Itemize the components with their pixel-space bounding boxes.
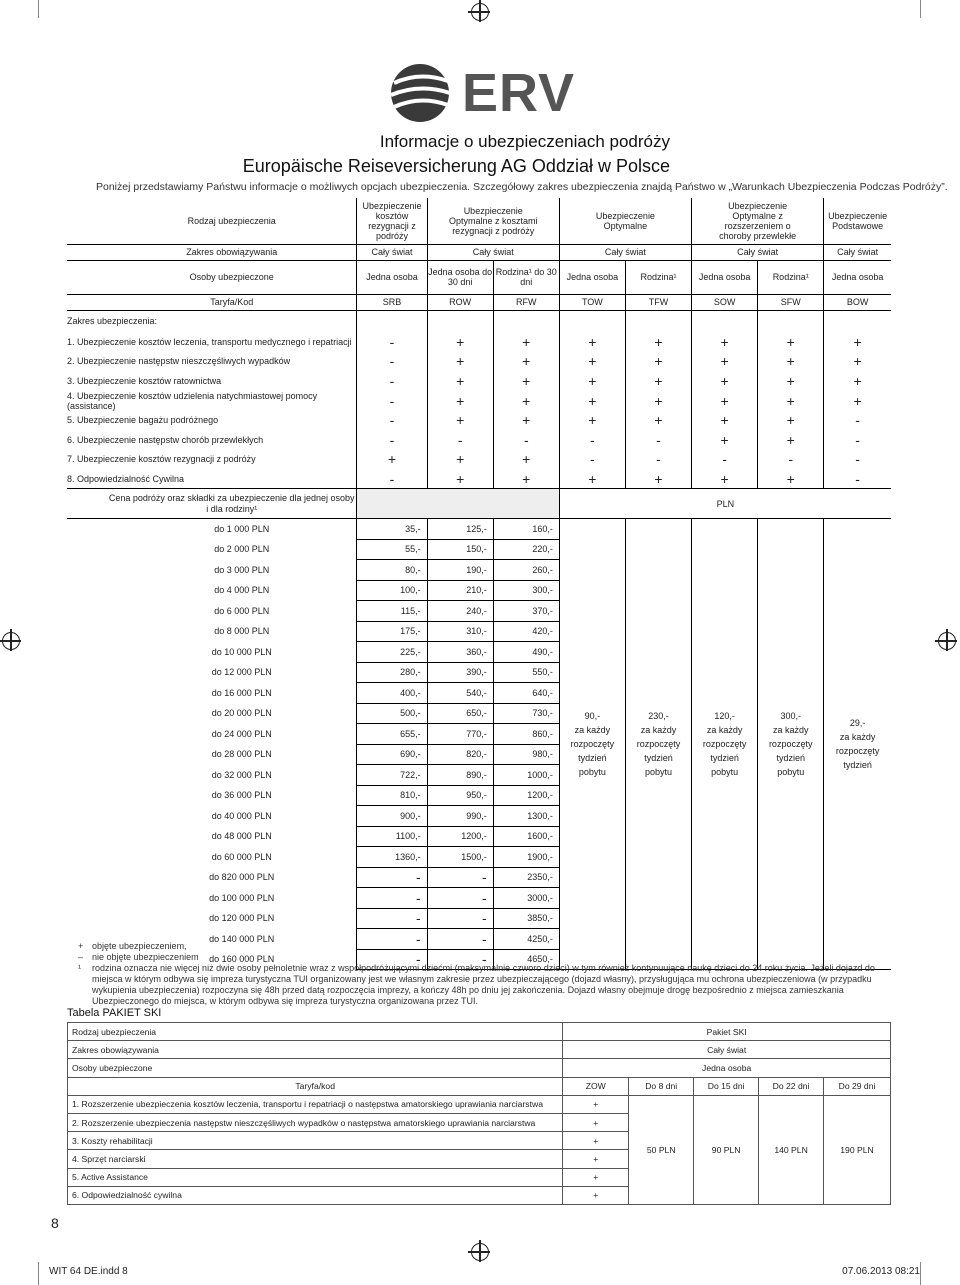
persons-value: Jedna osoba [357,260,427,294]
premium-value: 990,- [427,806,493,827]
ski-item-mark: + [563,1150,629,1168]
premium-value: 770,- [427,724,493,745]
coverage-mark: + [427,332,493,352]
premium-value: 1200,- [493,785,559,806]
premium-value: 210,- [427,580,493,601]
premium-value: 900,- [357,806,427,827]
tariff-label: Taryfa/Kod [67,294,357,310]
premium-value: 300,- [493,580,559,601]
premium-value: 820,- [427,744,493,765]
coverage-mark: - [559,450,625,470]
premium-value: 3850,- [493,908,559,929]
registration-mark-right [938,632,956,650]
coverage-mark: - [357,352,427,372]
premium-value: 650,- [427,703,493,724]
weekly-text: za każdy rozpoczęty tydzień pobytu [768,725,813,777]
premium-value: 240,- [427,601,493,622]
coverage-mark: + [692,352,758,372]
price-range-label: do 10 000 PLN [211,646,272,657]
validity-value: Cały świat [357,244,427,260]
weekly-premium [559,519,625,970]
coverage-mark: + [758,371,824,391]
coverage-mark: - [427,430,493,450]
ski-price: 50 PLN [629,1095,694,1204]
persons-value: Jedna osoba [559,260,625,294]
premium-value: - [357,867,427,888]
price-range-label: do 48 000 PLN [211,831,272,842]
premium-value: 3000,- [493,888,559,909]
ski-item-label: 3. Koszty rehabilitacji [68,1132,563,1150]
coverage-mark: + [427,371,493,391]
scope-item-label: 7. Ubezpieczenie kosztów rezygnacji z podróży [67,454,256,465]
coverage-mark: + [493,450,559,470]
ski-tariff-col: Do 8 dni [629,1077,694,1095]
premium-value: 420,- [493,621,559,642]
scope-row [67,450,891,470]
validity-value: Cały świat [427,244,559,260]
coverage-mark: + [692,391,758,411]
price-range-label: do 12 000 PLN [211,667,272,678]
weekly-amount: 120,- [714,711,735,721]
coverage-table [67,198,891,970]
premium-value: - [427,908,493,929]
premium-value: 655,- [357,724,427,745]
tariff-code: ROW [427,294,493,310]
premium-value: 390,- [427,662,493,683]
coverage-mark: + [493,371,559,391]
ski-table [67,1022,891,1205]
coverage-mark: + [625,332,691,352]
price-range-label: do 24 000 PLN [211,728,272,739]
coverage-mark: + [625,469,691,489]
validity-value: Cały świat [824,244,891,260]
scope-item-label: 2. Ubezpieczenie następstw nieszczęśliwych wypadków [67,356,291,367]
coverage-mark: + [758,411,824,431]
page-subtitle: Europäische Reiseversicherung AG Oddział w Polsce [242,156,670,176]
weekly-premium [758,519,824,970]
ski-info-row [68,1023,891,1041]
ski-info-label: Osoby ubezpieczone [68,1059,563,1077]
registration-mark-top [471,3,489,21]
scope-row [67,430,891,450]
premium-value: 115,- [357,601,427,622]
scope-item-label: 8. Odpowiedzialność Cywilna [67,473,185,484]
premium-value: - [427,949,493,970]
legend [78,941,898,1007]
coverage-mark: + [692,411,758,431]
coverage-mark: + [758,391,824,411]
weekly-text: za każdy rozpoczęty tydzień pobytu [636,725,681,777]
premium-value: 370,- [493,601,559,622]
price-range-label: do 40 000 PLN [211,810,272,821]
premium-value: 730,- [493,703,559,724]
premium-value: - [357,888,427,909]
weekly-premium [625,519,691,970]
validity-label: Zakres obowiązywania [67,244,357,260]
persons-value: Rodzina¹ [625,260,691,294]
coverage-mark: - [758,450,824,470]
weekly-amount: 300,- [780,711,801,721]
persons-label: Osoby ubezpieczone [67,260,357,294]
premium-value: - [357,908,427,929]
registration-mark-bottom [471,1243,489,1261]
tariff-code: BOW [824,294,891,310]
premium-value: 490,- [493,642,559,663]
ski-item-mark: + [563,1113,629,1131]
erv-logo [386,62,575,124]
price-range-label: do 36 000 PLN [211,790,272,801]
ski-info-row [68,1059,891,1077]
scope-item-label: 3. Ubezpieczenie kosztów ratownictwa [67,375,222,386]
ski-item-row [68,1095,891,1113]
ski-tariff-col: Do 15 dni [694,1077,759,1095]
validity-value: Cały świat [692,244,824,260]
ski-info-value: Jedna osoba [563,1059,891,1077]
col-header: Ubezpieczenie Optymalne [559,198,691,244]
ski-item-mark: + [563,1132,629,1150]
coverage-mark: + [357,450,427,470]
validity-value: Cały świat [559,244,691,260]
coverage-mark: + [493,332,559,352]
price-range-label: do 16 000 PLN [211,687,272,698]
legend-text: objęte ubezpieczeniem, [92,941,187,951]
persons-value: Jedna osoba [692,260,758,294]
premium-value: 550,- [493,662,559,683]
legend-key: ¹ [78,963,81,973]
legend-key: – [78,952,84,962]
ski-price: 190 PLN [824,1095,891,1204]
ski-info-value: Cały świat [563,1041,891,1059]
tariff-code: SOW [692,294,758,310]
premium-value: 400,- [357,683,427,704]
ski-item-label: 1. Rozszerzenie ubezpieczenia kosztów leczenia, transportu i repatriacji o następstwa amatorskiego uprawiania narciarstwa [68,1095,563,1113]
page-number: 8 [51,1215,59,1231]
coverage-mark: - [357,411,427,431]
ski-info-row [68,1041,891,1059]
legend-text: nie objęte ubezpieczeniem [92,952,199,962]
coverage-mark: - [824,450,891,470]
tariff-code: TFW [625,294,691,310]
coverage-mark: + [758,469,824,489]
price-range-label: do 820 000 PLN [209,872,275,883]
premium-value: 55,- [357,539,427,560]
coverage-mark: + [625,411,691,431]
coverage-mark: + [758,430,824,450]
scope-row [67,469,891,489]
premium-value: 722,- [357,765,427,786]
scope-row [67,391,891,411]
ski-item-label: 2. Rozszerzenie ubezpieczenia następstw nieszczęśliwych wypadków o następstwa amatorskiego uprawiania narciarstwa [68,1113,563,1131]
price-range-label: do 160 000 PLN [209,954,275,965]
premium-value: 1900,- [493,847,559,868]
coverage-mark: - [824,411,891,431]
coverage-mark: + [824,352,891,372]
tariff-code: SFW [758,294,824,310]
price-range-label: do 20 000 PLN [211,708,272,719]
tariff-code: SRB [357,294,427,310]
scope-row [67,332,891,352]
tariff-code: RFW [493,294,559,310]
premium-value: 1360,- [357,847,427,868]
price-range-label: do 4 000 PLN [214,585,270,596]
premium-value: 1300,- [493,806,559,827]
premium-value: 1500,- [427,847,493,868]
crop-mark [38,0,39,18]
premium-value: 1000,- [493,765,559,786]
premium-value: 310,- [427,621,493,642]
coverage-mark: + [559,469,625,489]
crop-mark [920,1262,921,1285]
ski-price: 140 PLN [759,1095,824,1204]
premium-value: - [357,929,427,950]
coverage-mark: - [559,430,625,450]
coverage-mark: - [357,371,427,391]
ski-info-label: Rodzaj ubezpieczenia [68,1023,563,1041]
crop-mark [38,1262,39,1285]
col-header: Ubezpieczenie Podstawowe [824,198,891,244]
scope-row [67,371,891,391]
scope-label: Zakres ubezpieczenia: [67,316,158,327]
premium-value: 220,- [493,539,559,560]
coverage-mark: + [824,371,891,391]
persons-value: Rodzina¹ do 30 dni [493,260,559,294]
persons-value: Jedna osoba do 30 dni [427,260,493,294]
coverage-mark: + [559,411,625,431]
insurance-type-label: Rodzaj ubezpieczenia [67,198,357,244]
page-title: Informacje o ubezpieczeniach podróży [379,132,670,151]
ski-item-label: 5. Active Assistance [68,1168,563,1186]
price-range-label: do 60 000 PLN [211,851,272,862]
ski-price: 90 PLN [694,1095,759,1204]
coverage-mark: - [357,391,427,411]
premium-value: 2350,- [493,867,559,888]
price-range-label: do 32 000 PLN [211,769,272,780]
price-range-label: do 6 000 PLN [214,605,270,616]
ski-item-label: 6. Odpowiedzialność cywilna [68,1186,563,1204]
coverage-mark: + [758,332,824,352]
price-range-label: do 140 000 PLN [209,933,275,944]
coverage-mark: + [559,391,625,411]
price-range-label: do 2 000 PLN [214,544,270,555]
coverage-mark: + [493,411,559,431]
col-header: Ubezpieczenie Optymalne z kosztami rezygnacji z podróży [427,198,559,244]
premium-value: 35,- [357,519,427,540]
coverage-mark: + [427,391,493,411]
premium-value: - [427,929,493,950]
col-header: Ubezpieczenie Optymalne z rozszerzeniem o choroby przewlekłe [692,198,824,244]
coverage-mark: + [824,391,891,411]
coverage-mark: - [625,430,691,450]
ski-table-title: Tabela PAKIET SKI [67,1007,162,1019]
coverage-mark: + [427,450,493,470]
weekly-premium [824,519,891,970]
coverage-mark: + [427,469,493,489]
ski-info-value: Pakiet SKI [563,1023,891,1041]
coverage-mark: + [493,352,559,372]
premium-value: 690,- [357,744,427,765]
premium-value: - [357,949,427,970]
coverage-mark: + [692,430,758,450]
premium-value: 125,- [427,519,493,540]
ski-info-label: Zakres obowiązywania [68,1041,563,1059]
premium-value: 280,- [357,662,427,683]
weekly-amount: 29,- [849,718,866,728]
premium-value: 4650,- [493,949,559,970]
erv-logo-text: ERV [462,63,576,123]
coverage-mark: + [758,352,824,372]
premium-value: 80,- [357,560,427,581]
col-header: Ubezpieczenie kosztów rezygnacji z podróży [357,198,427,244]
coverage-mark: + [559,332,625,352]
ski-tariff-label: Taryfa/kod [68,1077,563,1095]
scope-item-label: 6. Ubezpieczenie następstw chorób przewlekłych [67,434,264,445]
weekly-amount: 90,- [584,711,601,721]
tariff-code: TOW [559,294,625,310]
persons-value: Jedna osoba [824,260,891,294]
coverage-mark: - [824,469,891,489]
ski-item-mark: + [563,1168,629,1186]
coverage-mark: - [357,430,427,450]
coverage-mark: - [357,469,427,489]
coverage-mark: + [559,352,625,372]
coverage-mark: + [427,411,493,431]
scope-item-label: 4. Ubezpieczenie kosztów udzielenia natychmiastowej pomocy (assistance) [67,390,318,411]
premium-value: - [427,888,493,909]
premium-value: - [427,867,493,888]
weekly-text: za każdy rozpoczęty tydzień pobytu [570,725,615,777]
price-range-label: do 120 000 PLN [209,913,275,924]
premium-value: 540,- [427,683,493,704]
ski-tariff-col: Do 29 dni [824,1077,891,1095]
erv-globe-icon [386,63,454,123]
weekly-amount: 230,- [648,711,669,721]
slug-right: 07.06.2013 08:21 [842,1266,920,1277]
price-range-label: do 100 000 PLN [209,892,275,903]
crop-mark [920,0,921,18]
premium-value: 860,- [493,724,559,745]
coverage-mark: + [692,469,758,489]
legend-text: rodzina oznacza nie więcej niż dwie osoby pełnoletnie wraz z współpodróżującymi dziećmi (maksymalnie czworo dzieci) w tym również kontynuujące naukę dzieci do 24 roku życia. Jeżeli dojazd do miejsca w którym odbywa się impreza turystyczna TUI organizowany jest we własnym zakresie przez ubezpieczającego (dojazd własny), przysługująca mu ochrona ubezpieczeniowa (w przypadku wykupienia ubezpieczenia) rozpoczyna się 48h przed datą rozpoczęcia imprezy, a kończy 48h po dniu jej zakończenia. Dojazd własny obejmuje drogę bezpośrednio z miejsca zamieszkania Ubezpieczonego do miejsca, w którym odbywa się impreza turystyczna organizowana przez TUI. [92,963,875,1006]
premium-value: 890,- [427,765,493,786]
ski-tariff-col: ZOW [563,1077,629,1095]
premium-value: 160,- [493,519,559,540]
coverage-mark: + [692,371,758,391]
coverage-mark: + [427,352,493,372]
coverage-mark: + [559,371,625,391]
coverage-mark: + [625,391,691,411]
premium-value: 1600,- [493,826,559,847]
premium-value: 810,- [357,785,427,806]
price-range-label: do 28 000 PLN [211,749,272,760]
currency-label: PLN [559,489,891,519]
premium-value: 175,- [357,621,427,642]
premium-value: 190,- [427,560,493,581]
coverage-mark: + [493,391,559,411]
weekly-text: za każdy rozpoczęty tydzień pobytu [702,725,747,777]
premium-value: 4250,- [493,929,559,950]
coverage-mark: + [692,332,758,352]
price-header: Cena podróży oraz składki za ubezpieczenie dla jednej osoby i dla rodziny¹ [108,492,355,514]
scope-item-label: 1. Ubezpieczenie kosztów leczenia, transportu medycznego i repatriacji [67,336,352,347]
premium-value: 260,- [493,560,559,581]
ski-item-label: 4. Sprzęt narciarski [68,1150,563,1168]
ski-item-mark: + [563,1095,629,1113]
premium-value: 225,- [357,642,427,663]
coverage-mark: + [824,332,891,352]
slug-left: WIT 64 DE.indd 8 [49,1266,128,1277]
scope-row [67,411,891,431]
coverage-mark: - [357,332,427,352]
premium-value: 640,- [493,683,559,704]
scope-row [67,352,891,372]
registration-mark-left [2,632,20,650]
premium-value: 1200,- [427,826,493,847]
coverage-mark: - [824,430,891,450]
price-row [67,519,891,540]
premium-value: 100,- [357,580,427,601]
weekly-premium [692,519,758,970]
price-range-label: do 3 000 PLN [214,564,270,575]
ski-tariff-col: Do 22 dni [759,1077,824,1095]
premium-value: 500,- [357,703,427,724]
price-range-label: do 1 000 PLN [214,524,270,534]
premium-value: 980,- [493,744,559,765]
price-range-label: do 8 000 PLN [214,626,270,637]
coverage-mark: + [625,352,691,372]
premium-value: 1100,- [357,826,427,847]
persons-value: Rodzina¹ [758,260,824,294]
weekly-text: za każdy rozpoczęty tydzień [835,732,880,770]
coverage-mark: - [625,450,691,470]
intro-text: Poniżej przedstawiamy Państwu informacje o możliwych opcjach ubezpieczenia. Szczegółowy zakres ubezpieczenia znajdą Państwo w „Warunkach Ubezpieczenia Podczas Podróży”. [96,181,948,193]
legend-key: + [78,941,84,951]
scope-item-label: 5. Ubezpieczenie bagażu podróżnego [67,415,219,426]
premium-value: 360,- [427,642,493,663]
premium-value: 950,- [427,785,493,806]
coverage-mark: + [625,371,691,391]
coverage-mark: + [493,469,559,489]
coverage-mark: - [493,430,559,450]
coverage-mark: - [692,450,758,470]
premium-value: 150,- [427,539,493,560]
ski-item-mark: + [563,1186,629,1204]
